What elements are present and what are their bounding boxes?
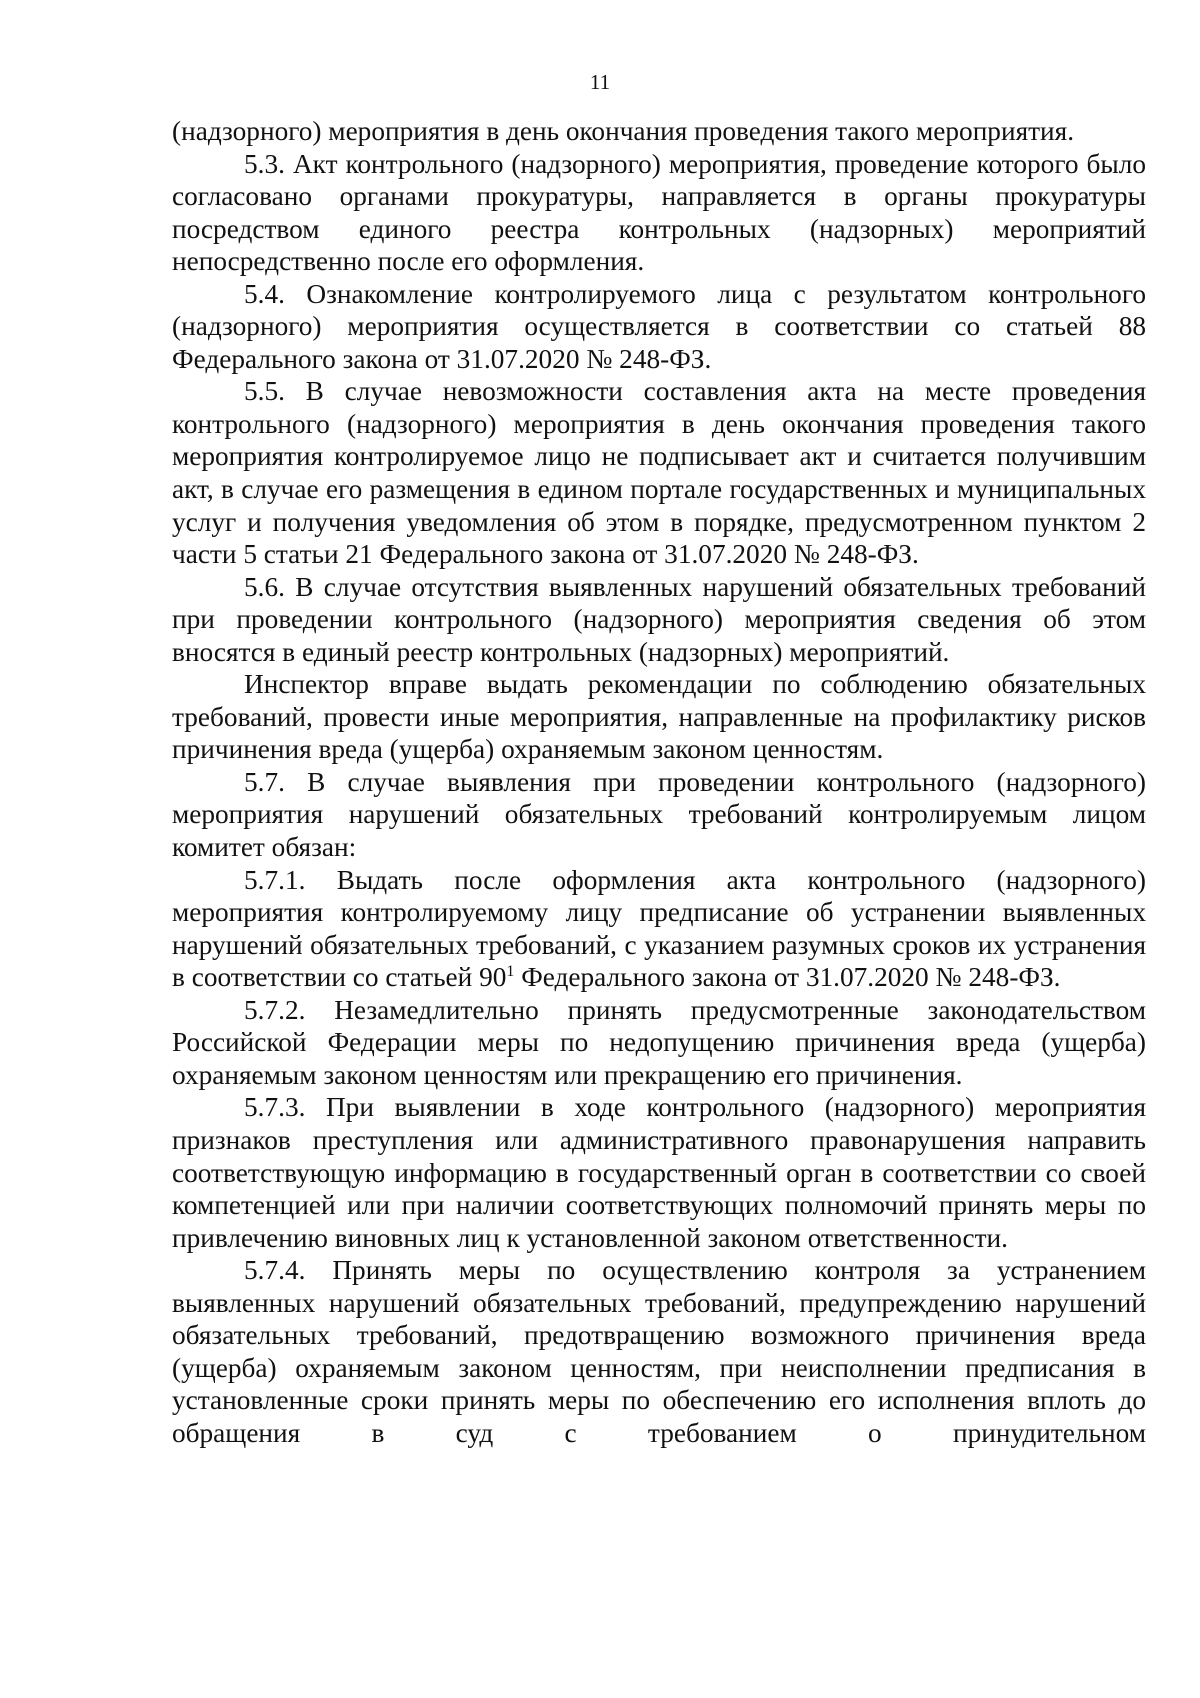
page-number: 11 (589, 70, 611, 94)
paragraph-5-7-1-text-end: Федерального закона от 31.07.2020 № 248-ФЗ. (514, 962, 1061, 993)
paragraph-5-5: 5.5. В случае невозможности составления акта на месте проведения контрольного (надзорного) мероприятия в день окончания проведения такого мероприятия контролируемое лицо не подписывает акт и считается получившим акт, в случае его размещения в едином портале государственных и муниципальных услуг и получения уведомления об этом в порядке, предусмотренном пунктом 2 части 5 статьи 21 Федерального закона от 31.07.2020 № 248-ФЗ. (172, 376, 1146, 570)
paragraph-5-7-2: 5.7.2. Незамедлительно принять предусмотренные законодательством Российской Федерации меры по недопущению причинения вреда (ущерба) охраняемым законом ценностям или прекращению его причинения. (172, 994, 1146, 1090)
paragraph-5-6: 5.6. В случае отсутствия выявленных нарушений обязательных требований при проведении контрольного (надзорного) мероприятия сведения об этом вносятся в единый реестр контрольных (надзорных) мероприятий. (172, 571, 1146, 667)
paragraph-continuation: (надзорного) мероприятия в день окончания проведения такого мероприятия. (172, 116, 1075, 146)
paragraph-5-7-1-text: 5.7.1. Выдать после оформления акта контрольного (надзорного) мероприятия контролируемому лицу предписание об устранении выявленных нарушений обязательных требований, с указанием разумных сроков их устранения в соответствии со статьей 90 (172, 864, 1146, 993)
paragraph-5-7-4: 5.7.4. Принять меры по осуществлению контроля за устранением выявленных нарушений обязательных требований, предупреждению нарушений обязательных требований, предотвращению возможного причинения вреда (ущерба) охраняемым законом ценностям, при неисполнении предписания в установленные сроки принять меры по обеспечению его исполнения вплоть до обращения в суд с требованием о принудительном (172, 1255, 1146, 1448)
paragraph-5-3: 5.3. Акт контрольного (надзорного) мероприятия, проведение которого было согласовано органами прокуратуры, направляется в органы прокуратуры посредством единого реестра контрольных (надзорных) мероприятий непосредственно после его оформления. (172, 148, 1146, 277)
paragraph-5-7: 5.7. В случае выявления при проведении контрольного (надзорного) мероприятия нарушений обязательных требований контролируемым лицом комитет обязан: (172, 766, 1146, 863)
paragraph-5-7-1 (172, 864, 1146, 994)
document-body (172, 115, 1146, 1449)
paragraph-5-7-3: 5.7.3. При выявлении в ходе контрольного (надзорного) мероприятия признаков преступления или административного правонарушения направить соответствующую информацию в государственный орган в соответствии со своей компетенцией или при наличии соответствующих полномочий принять меры по привлечению виновных лиц к установленной законом ответственности. (172, 1092, 1146, 1253)
paragraph-inspector-rights: Инспектор вправе выдать рекомендации по соблюдению обязательных требований, провести иные мероприятия, направленные на профилактику рисков причинения вреда (ущерба) охраняемым законом ценностям. (172, 669, 1146, 765)
paragraph-5-4: 5.4. Ознакомление контролируемого лица с результатом контрольного (надзорного) мероприятия осуществляется в соответствии со статьей 88 Федерального закона от 31.07.2020 № 248-ФЗ. (172, 278, 1146, 374)
article-superscript: 1 (506, 963, 515, 981)
